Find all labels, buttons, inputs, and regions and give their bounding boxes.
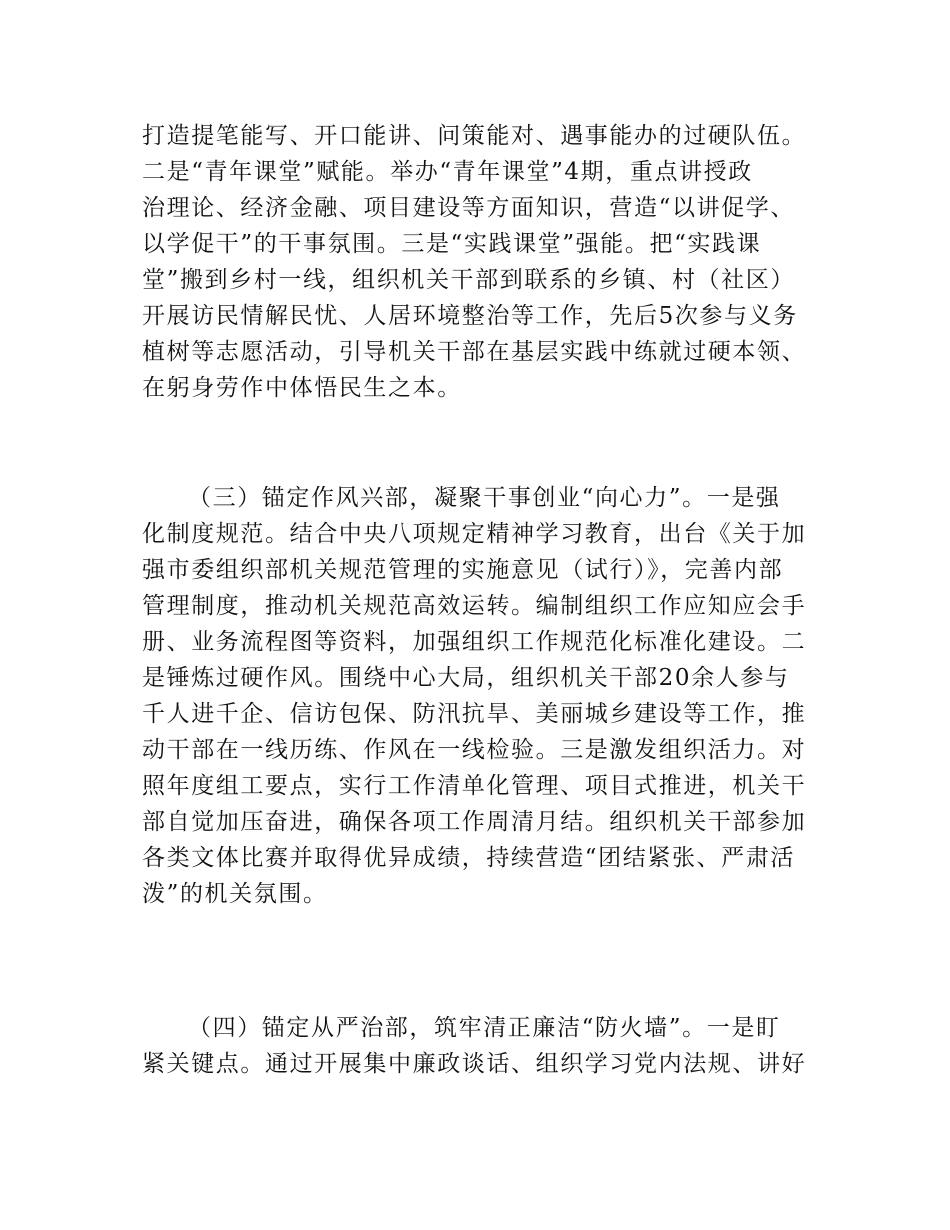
paragraph-section-three	[142, 480, 822, 912]
text-line: 各类文体比赛并取得优异成绩，持续营造“团结紧张、严肃活	[142, 845, 795, 871]
text-line: 动干部在一线历练、作风在一线检验。三是激发组织活力。对	[142, 737, 807, 763]
section-heading-line: （三）锚定作风兴部，凝聚干事创业“向心力”。一是强	[188, 485, 781, 511]
text-line: 开展访民情解民忧、人居环境整治等工作，先后5次参与义务	[142, 303, 798, 329]
text-line: 化制度规范。结合中央八项规定精神学习教育，出台《关于加	[142, 521, 807, 547]
text-line: 册、业务流程图等资料，加强组织工作规范化标准化建设。二	[142, 629, 807, 655]
text-line: 泼”的机关氛围。	[142, 881, 328, 907]
text-line: 在躬身劳作中体悟民生之本。	[142, 375, 462, 401]
text-line: 是锤炼过硬作风。围绕中心大局，组织机关干部20余人参与	[142, 665, 790, 691]
text-line: 二是“青年课堂”赋能。举办“青年课堂”4期，重点讲授政	[142, 159, 753, 185]
text-line: 部自觉加压奋进，确保各项工作周清月结。组织机关干部参加	[142, 809, 807, 835]
text-line: 强市委组织部机关规范管理的实施意见（试行）》，完善内部	[142, 557, 784, 583]
text-line: 堂”搬到乡村一线，组织机关干部到联系的乡镇、村（社区）	[142, 267, 795, 293]
section-heading-line: （四）锚定从严治部，筑牢清正廉洁“防火墙”。一是盯	[188, 1015, 781, 1041]
text-line: 打造提笔能写、开口能讲、问策能对、遇事能办的过硬队伍。	[142, 123, 807, 149]
text-line: 紧关键点。通过开展集中廉政谈话、组织学习党内法规、讲好	[142, 1051, 807, 1077]
text-line: 以学促干”的干事氛围。三是“实践课堂”强能。把“实践课	[142, 231, 762, 257]
text-line: 植树等志愿活动，引导机关干部在基层实践中练就过硬本领、	[142, 339, 807, 365]
paragraph-youth-classroom	[142, 118, 822, 406]
text-line: 千人进千企、信访包保、防汛抗旱、美丽城乡建设等工作，推	[142, 701, 807, 727]
paragraph-section-four	[142, 1010, 822, 1082]
text-line: 管理制度，推动机关规范高效运转。编制组织工作应知应会手	[142, 593, 807, 619]
text-line: 照年度组工要点，实行工作清单化管理、项目式推进，机关干	[142, 773, 807, 799]
text-line: 治理论、经济金融、项目建设等方面知识，营造“以讲促学、	[142, 195, 795, 221]
